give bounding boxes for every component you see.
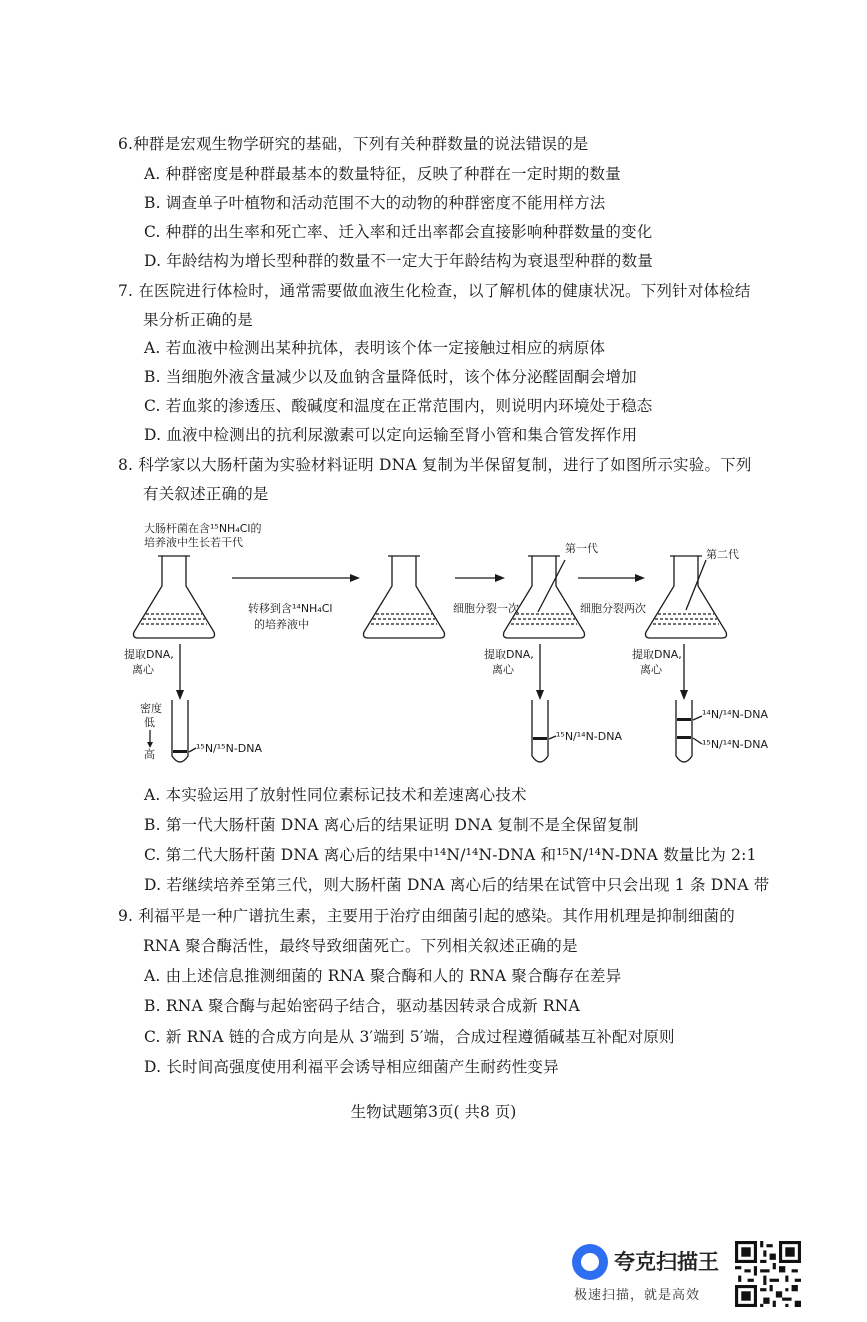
flask-icon (504, 556, 585, 638)
label-generation-2: 第二代 (706, 548, 739, 561)
brand-slogan: 极速扫描，就是高效 (574, 1288, 701, 1303)
label-division-twice: 细胞分裂两次 (580, 602, 646, 615)
scanner-watermark (572, 1244, 862, 1314)
flask-icon (646, 556, 727, 638)
label-extract-2-line2: 离心 (492, 663, 514, 676)
label-division-once: 细胞分裂一次 (453, 602, 519, 615)
flask-icon (364, 556, 445, 638)
q6-option-c: C. 种群的出生率和死亡率、迁入率和迁出率都会直接影响种群数量的变化 (144, 223, 653, 241)
q9-option-c: C. 新 RNA 链的合成方向是从 3′端到 5′端，合成过程遵循碱基互补配对原则 (144, 1028, 675, 1046)
test-tube-icon (676, 700, 692, 762)
label-extract-1-line1: 提取DNA, (124, 648, 174, 661)
label-band-15-14-gen1: ¹⁵N/¹⁴N-DNA (556, 730, 622, 743)
q8-stem-line2: 有关叙述正确的是 (143, 485, 269, 503)
dna-band-hybrid (533, 737, 547, 740)
q7-stem-line2: 果分析正确的是 (143, 311, 253, 329)
qr-code-icon (735, 1241, 801, 1307)
label-band-15-14-gen2: ¹⁵N/¹⁴N-DNA (702, 738, 768, 751)
q6-option-d: D. 年龄结构为增长型种群的数量不一定大于年龄结构为衰退型种群的数量 (144, 252, 654, 270)
meselson-stahl-diagram (110, 520, 770, 780)
label-start-line1: 大肠杆菌在含¹⁵NH₄Cl的 (144, 522, 262, 535)
label-density-high: 高 (144, 748, 155, 761)
q9-stem-line2: RNA 聚合酶活性，最终导致细菌死亡。下列相关叙述正确的是 (143, 937, 578, 955)
q9-option-a: A. 由上述信息推测细菌的 RNA 聚合酶和人的 RNA 聚合酶存在差异 (144, 967, 622, 985)
q8-option-b: B. 第一代大肠杆菌 DNA 离心后的结果证明 DNA 复制不是全保留复制 (144, 816, 639, 834)
label-start-line2: 培养液中生长若干代 (144, 536, 243, 549)
label-extract-1-line2: 离心 (132, 663, 154, 676)
q6-stem: 6.种群是宏观生物学研究的基础，下列有关种群数量的说法错误的是 (118, 135, 589, 153)
dna-band-hybrid (677, 736, 691, 739)
label-transfer-line1: 转移到含¹⁴NH₄Cl (248, 602, 333, 615)
q8-option-a: A. 本实验运用了放射性同位素标记技术和差速离心技术 (144, 786, 527, 804)
q8-option-c: C. 第二代大肠杆菌 DNA 离心后的结果中¹⁴N/¹⁴N-DNA 和¹⁵N/¹⁴N-DNA 数量比为 2:1 (144, 846, 757, 864)
label-density: 密度 (140, 702, 162, 715)
flask-icon (134, 556, 215, 638)
q7-option-d: D. 血液中检测出的抗利尿激素可以定向运输至肾小管和集合管发挥作用 (144, 426, 638, 444)
q8-option-d: D. 若继续培养至第三代，则大肠杆菌 DNA 离心后的结果在试管中只会出现 1 条 DNA 带 (144, 876, 770, 894)
q6-option-b: B. 调查单子叶植物和活动范围不大的动物的种群密度不能用样方法 (144, 194, 606, 212)
quark-logo-icon (572, 1244, 608, 1280)
q9-option-d: D. 长时间高强度使用利福平会诱导相应细菌产生耐药性变异 (144, 1058, 559, 1076)
dna-band-heavy (173, 750, 187, 753)
q9-stem-line1: 9. 利福平是一种广谱抗生素，主要用于治疗由细菌引起的感染。其作用机理是抑制细菌的 (118, 907, 735, 925)
q9-option-b: B. RNA 聚合酶与起始密码子结合，驱动基因转录合成新 RNA (144, 997, 580, 1015)
label-generation-1: 第一代 (565, 542, 598, 555)
q8-stem-line1: 8. 科学家以大肠杆菌为实验材料证明 DNA 复制为半保留复制，进行了如图所示实验。下列 (118, 456, 752, 474)
page-footer: 生物试题第3页( 共8 页) (350, 1103, 517, 1121)
label-extract-2-line1: 提取DNA, (484, 648, 534, 661)
label-band-15-15: ¹⁵N/¹⁵N-DNA (196, 742, 262, 755)
q6-option-a: A. 种群密度是种群最基本的数量特征，反映了种群在一定时期的数量 (144, 165, 621, 183)
dna-band-light (677, 718, 691, 721)
q7-option-b: B. 当细胞外液含量减少以及血钠含量降低时，该个体分泌醛固酮会增加 (144, 368, 637, 386)
label-transfer-line2: 的培养液中 (254, 618, 309, 631)
label-extract-3-line1: 提取DNA, (632, 648, 682, 661)
test-tube-icon (532, 700, 548, 762)
q7-option-c: C. 若血浆的渗透压、酸碱度和温度在正常范围内，则说明内环境处于稳态 (144, 397, 653, 415)
q7-option-a: A. 若血液中检测出某种抗体，表明该个体一定接触过相应的病原体 (144, 339, 606, 357)
brand-name: 夸克扫描王 (614, 1250, 719, 1274)
label-density-low: 低 (144, 716, 155, 729)
label-band-14-14: ¹⁴N/¹⁴N-DNA (702, 708, 768, 721)
q7-stem-line1: 7. 在医院进行体检时，通常需要做血液生化检查，以了解机体的健康状况。下列针对体检结 (118, 282, 751, 300)
label-extract-3-line2: 离心 (640, 663, 662, 676)
